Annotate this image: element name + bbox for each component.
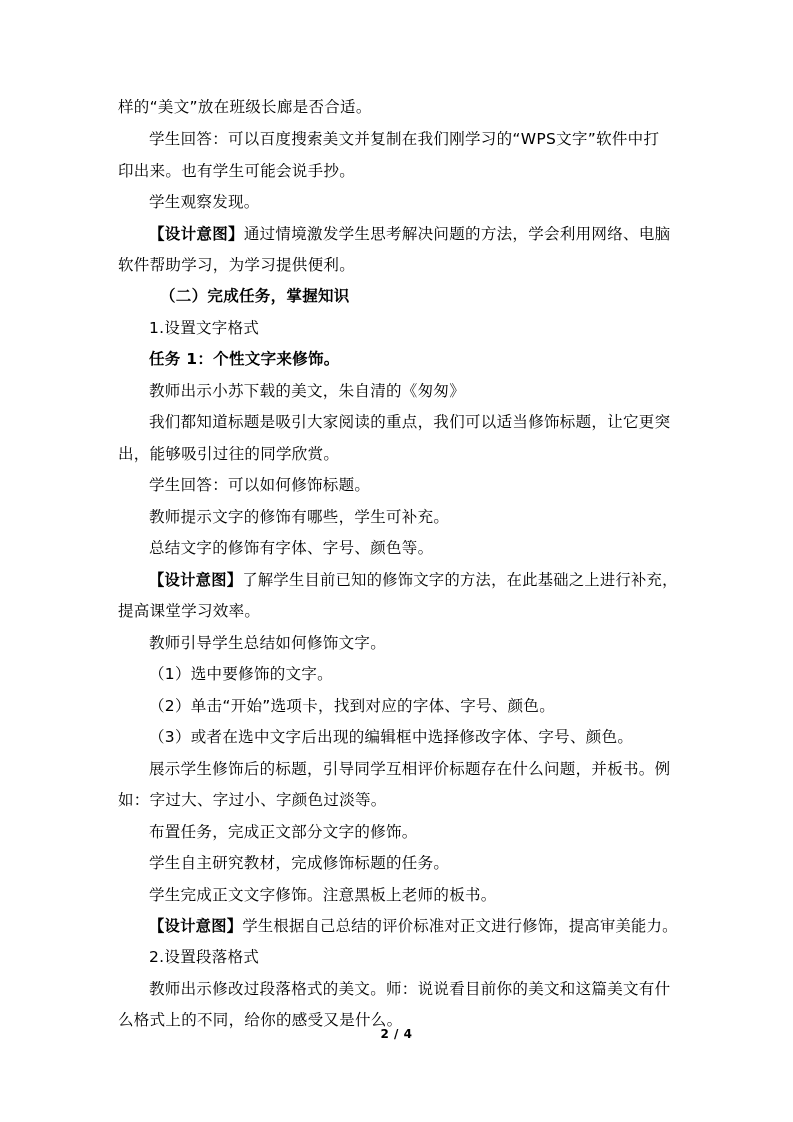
line-text: 如：字过大、字过小、字颜色过淡等。: [118, 791, 387, 809]
line-text: 展示学生修饰后的标题，引导同学互相评价标题存在什么问题，并板书。例: [149, 760, 671, 778]
line-text: 教师提示文字的修饰有哪些，学生可补充。: [149, 508, 450, 526]
body-line: [149, 884, 678, 906]
list-item: [149, 695, 678, 717]
line-text: （2）单击“开始”选项卡，找到对应的字体、字号、颜色。: [149, 697, 556, 715]
body-line: [118, 160, 678, 182]
design-intent-line: [149, 915, 678, 937]
line-text: 软件帮助学习，为学习提供便利。: [118, 256, 356, 274]
design-intent-label: 【设计意图】: [149, 225, 244, 243]
design-intent-line: [149, 223, 678, 245]
subsection-heading-text: 2.设置段落格式: [149, 948, 260, 966]
line-text: 通过情境激发学生思考解决问题的方法，学会利用网络、电脑: [243, 225, 671, 243]
design-intent-label: 【设计意图】: [149, 917, 243, 935]
body-line: [149, 758, 678, 780]
page-number: 2 / 4: [380, 1027, 413, 1041]
body-line: [118, 789, 678, 811]
body-line: [118, 96, 678, 118]
body-line: [149, 474, 678, 496]
line-text: 布置任务，完成正文部分文字的修饰。: [149, 823, 418, 841]
subsection-heading: [149, 946, 678, 968]
line-text: 提高课堂学习效率。: [118, 602, 261, 620]
line-text: 教师引导学生总结如何修饰文字。: [149, 634, 387, 652]
body-line: [118, 600, 678, 622]
line-text: 么格式上的不同，给你的感受又是什么。: [118, 1011, 403, 1029]
subsection-heading: [149, 317, 678, 339]
line-text: 教师出示修改过段落格式的美文。师：说说看目前你的美文和这篇美文有什: [149, 980, 671, 998]
list-item: [149, 726, 678, 748]
body-line: [149, 632, 678, 654]
body-line: [118, 254, 678, 276]
line-text: 出，能够吸引过往的同学欣赏。: [118, 445, 340, 463]
line-text: （3）或者在选中文字后出现的编辑框中选择修改字体、字号、颜色。: [149, 728, 634, 746]
body-line: [149, 978, 678, 1000]
task-heading: [149, 348, 678, 370]
task-heading-text: 任务 1：个性文字来修饰。: [149, 350, 340, 368]
design-intent-line: [149, 569, 678, 591]
line-text: 学生观察发现。: [149, 193, 260, 211]
body-line: [149, 821, 678, 843]
line-text: 学生回答：可以如何修饰标题。: [149, 476, 371, 494]
list-item: [149, 663, 678, 685]
line-text: 印出来。也有学生可能会说手抄。: [118, 162, 356, 180]
body-line: [118, 443, 678, 465]
line-text: 学生回答：可以百度搜索美文并复制在我们刚学习的“WPS文字”软件中打: [149, 130, 660, 148]
section-heading: [160, 285, 678, 307]
body-line: [149, 537, 678, 559]
body-line: [149, 128, 678, 150]
body-line: [149, 852, 678, 874]
line-text: 了解学生目前已知的修饰文字的方法，在此基础之上进行补充，: [242, 571, 678, 589]
line-text: 学生自主研究教材，完成修饰标题的任务。: [149, 854, 450, 872]
line-text: 样的“美文”放在班级长廊是否合适。: [118, 98, 372, 116]
line-text: 总结文字的修饰有字体、字号、颜色等。: [149, 539, 434, 557]
line-text: 学生根据自己总结的评价标准对正文进行修饰，提高审美能力。: [242, 917, 678, 935]
body-line: [149, 380, 678, 402]
body-line: [149, 506, 678, 528]
line-text: 教师出示小苏下载的美文，朱自清的《匆匆》: [149, 382, 466, 400]
line-text: 学生完成正文文字修饰。注意黑板上老师的板书。: [149, 886, 497, 904]
section-heading-text: （二）完成任务，掌握知识: [160, 287, 350, 305]
line-text: 我们都知道标题是吸引大家阅读的重点，我们可以适当修饰标题，让它更突: [149, 413, 671, 431]
line-text: （1）选中要修饰的文字。: [149, 665, 333, 683]
body-line: [149, 191, 678, 213]
subsection-heading-text: 1.设置文字格式: [149, 319, 260, 337]
body-line: [149, 411, 678, 433]
design-intent-label: 【设计意图】: [149, 571, 243, 589]
